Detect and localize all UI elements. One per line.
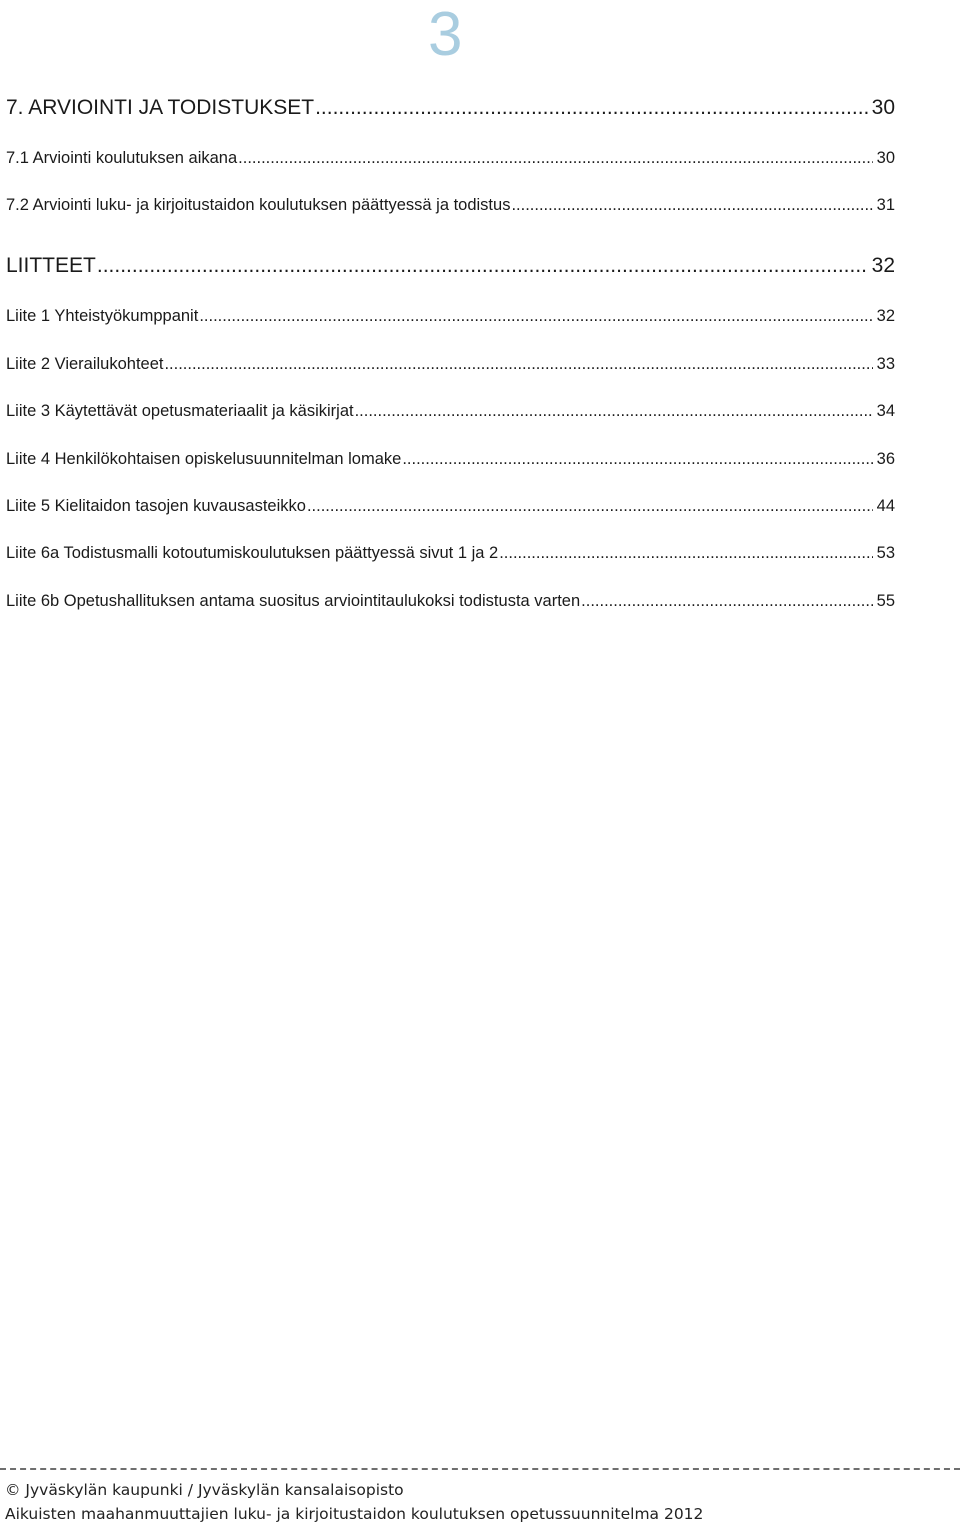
toc-entry-7-1[interactable] (6, 149, 895, 168)
toc-entry-page: 32 (871, 254, 895, 277)
toc-entry-liite-4[interactable] (6, 450, 895, 469)
toc-entry-page: 55 (876, 592, 895, 610)
toc-entry-label: 7.2 Arviointi luku- ja kirjoitustaidon koulutuksen päättyessä ja todistus (6, 196, 511, 214)
toc-leader-dots (499, 544, 872, 563)
toc-entry-liite-6b[interactable] (6, 592, 895, 611)
toc-leader-dots (199, 307, 872, 326)
toc-entry-page: 32 (876, 307, 895, 325)
footer-document-title: Aikuisten maahanmuuttajien luku- ja kirjoitustaidon koulutuksen opetussuunnitelma 2012 (5, 1505, 704, 1523)
toc-entry-liite-5[interactable] (6, 497, 895, 516)
toc-entry-page: 53 (876, 544, 895, 562)
toc-entry-label: Liite 6b Opetushallituksen antama suositus arviointitaulukoksi todistusta varten (6, 592, 581, 610)
toc-entry-label: Liite 3 Käytettävät opetusmateriaalit ja käsikirjat (6, 402, 354, 420)
toc-entry-chapter-7[interactable] (6, 96, 895, 120)
toc-entry-label: Liite 5 Kielitaidon tasojen kuvausasteikko (6, 497, 306, 515)
toc-entry-page: 31 (876, 196, 895, 214)
toc-entry-liite-3[interactable] (6, 402, 895, 421)
toc-entry-label: Liite 2 Vierailukohteet (6, 355, 164, 373)
toc-leader-dots (238, 149, 872, 168)
toc-leader-dots (355, 402, 873, 421)
toc-entry-page: 34 (876, 402, 895, 420)
toc-leader-dots (97, 254, 868, 278)
toc-leader-dots (164, 355, 872, 374)
toc-entry-label: 7. ARVIOINTI JA TODISTUKSET (6, 96, 315, 119)
toc-leader-dots (402, 450, 872, 469)
toc-entry-label: 7.1 Arviointi koulutuksen aikana (6, 149, 238, 167)
toc-entry-7-2[interactable] (6, 196, 895, 215)
toc-entry-liite-6a[interactable] (6, 544, 895, 563)
toc-entry-page: 33 (876, 355, 895, 373)
toc-entry-page: 30 (871, 96, 895, 119)
page-number: 3 (428, 0, 463, 69)
toc-entry-liite-2[interactable] (6, 355, 895, 374)
toc-entry-label: Liite 6a Todistusmalli kotoutumiskoulutuksen päättyessä sivut 1 ja 2 (6, 544, 499, 562)
footer-divider (0, 1468, 960, 1470)
toc-leader-dots (511, 196, 872, 215)
toc-entry-page: 30 (876, 149, 895, 167)
toc-leader-dots (307, 497, 873, 516)
toc-leader-dots (315, 96, 868, 120)
toc-entry-label: LIITTEET (6, 254, 96, 277)
page-footer (5, 1478, 703, 1526)
toc-entry-label: Liite 4 Henkilökohtaisen opiskelusuunnitelman lomake (6, 450, 402, 468)
footer-copyright: © Jyväskylän kaupunki / Jyväskylän kansalaisopisto (5, 1481, 404, 1499)
toc-leader-dots (581, 592, 872, 611)
toc-entry-liitteet[interactable] (6, 254, 895, 278)
toc-entry-label: Liite 1 Yhteistyökumppanit (6, 307, 199, 325)
toc-entry-page: 44 (876, 497, 895, 515)
toc-entry-liite-1[interactable] (6, 307, 895, 326)
toc-entry-page: 36 (876, 450, 895, 468)
